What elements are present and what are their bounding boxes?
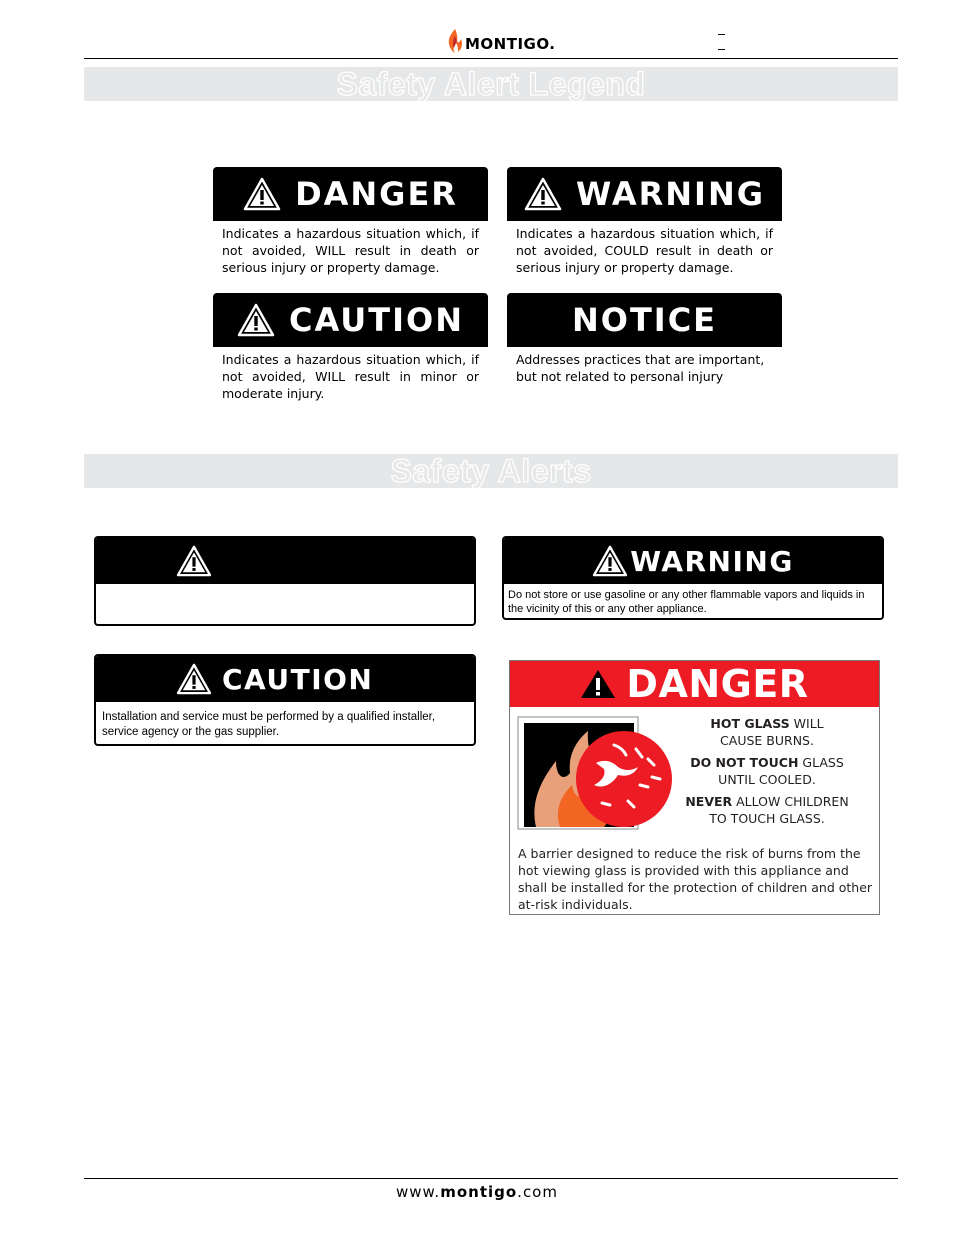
do-not-touch-warning <box>682 754 852 788</box>
alert-blank-text <box>96 584 474 596</box>
danger-line-4: UNTIL COOLED. <box>718 772 816 787</box>
montigo-logo <box>446 26 555 54</box>
legend-notice-title: NOTICE <box>571 301 718 339</box>
footer-url-suffix: .com <box>517 1183 558 1201</box>
legend-danger-header <box>213 167 488 221</box>
flame-logo-icon <box>446 28 464 54</box>
alert-warning <box>502 536 884 620</box>
hot-glass-fire-illustration-icon <box>516 715 676 839</box>
warning-triangle-icon <box>237 303 275 337</box>
danger-label-paragraph: A barrier designed to reduce the risk of burns from the hot viewing glass is provided with this appliance and shall be installed for the protection of children and other at-risk individuals. <box>518 846 873 912</box>
danger-label-header <box>510 661 879 707</box>
warning-triangle-icon <box>176 663 212 695</box>
danger-line-5 <box>682 793 852 810</box>
legend-section-title: Safety Alert Legend <box>336 65 646 102</box>
danger-line-1-bold: HOT GLASS <box>710 716 790 731</box>
legend-section-banner <box>84 67 898 101</box>
danger-triangle-icon <box>580 669 616 699</box>
alert-caution-title: CAUTION <box>222 662 374 696</box>
brand-name: MONTIGO. <box>465 35 556 53</box>
footer-url-prefix: www. <box>396 1183 441 1201</box>
legend-warning-text: Indicates a hazardous situation which, if not avoided, COULD result in death or serious injury or property damage. <box>516 226 773 275</box>
danger-line-2: CAUSE BURNS. <box>720 733 814 748</box>
danger-label-warnings <box>682 715 852 832</box>
hot-glass-warning <box>682 715 852 749</box>
header-mark <box>718 34 725 50</box>
footer-rule <box>84 1178 898 1179</box>
danger-label-title: DANGER <box>626 662 809 706</box>
legend-caution-title: CAUTION <box>289 301 464 339</box>
children-warning <box>682 793 852 827</box>
legend-notice-header <box>507 293 782 347</box>
danger-line-6: TO TOUCH GLASS. <box>709 811 825 826</box>
warning-triangle-icon <box>243 177 281 211</box>
footer-website <box>0 1183 954 1201</box>
danger-line-1 <box>682 715 852 732</box>
danger-line-3-bold: DO NOT TOUCH <box>690 755 799 770</box>
alert-caution-header <box>96 656 474 702</box>
hot-glass-danger-label <box>509 660 880 915</box>
legend-notice <box>507 293 782 385</box>
legend-warning <box>507 167 782 276</box>
warning-triangle-icon <box>176 545 212 577</box>
alert-warning-header <box>504 538 882 584</box>
warning-triangle-icon <box>524 177 562 211</box>
legend-warning-header <box>507 167 782 221</box>
alert-blank-header <box>96 538 474 584</box>
legend-danger-text: Indicates a hazardous situation which, if not avoided, WILL result in death or serious injury or property damage. <box>222 226 479 275</box>
alert-warning-text: Do not store or use gasoline or any other flammable vapors and liquids in the vicinity of this or any other appliance. <box>508 589 865 615</box>
legend-danger <box>213 167 488 276</box>
legend-notice-text: Addresses practices that are important, but not related to personal injury <box>516 352 765 384</box>
page-header <box>84 22 898 59</box>
legend-warning-title: WARNING <box>576 175 765 213</box>
legend-danger-title: DANGER <box>295 175 458 213</box>
danger-line-5-bold: NEVER <box>685 794 733 809</box>
danger-line-3 <box>682 754 852 771</box>
danger-line-3-rest: GLASS <box>798 755 844 770</box>
alert-caution <box>94 654 476 746</box>
danger-line-1-rest: WILL <box>789 716 824 731</box>
alerts-section-title: Safety Alerts <box>390 452 592 489</box>
alert-caution-text: Installation and service must be performed by a qualified installer, service agency or the gas supplier. <box>102 711 436 738</box>
warning-triangle-icon <box>592 545 628 577</box>
danger-line-5-rest: ALLOW CHILDREN <box>732 794 849 809</box>
legend-caution-header <box>213 293 488 347</box>
alert-blank <box>94 536 476 626</box>
alert-warning-title: WARNING <box>630 544 794 578</box>
legend-caution-text: Indicates a hazardous situation which, if not avoided, WILL result in minor or moderate injury. <box>222 352 479 401</box>
footer-url-brand: montigo <box>440 1183 518 1201</box>
legend-caution <box>213 293 488 402</box>
alerts-section-banner <box>84 454 898 488</box>
